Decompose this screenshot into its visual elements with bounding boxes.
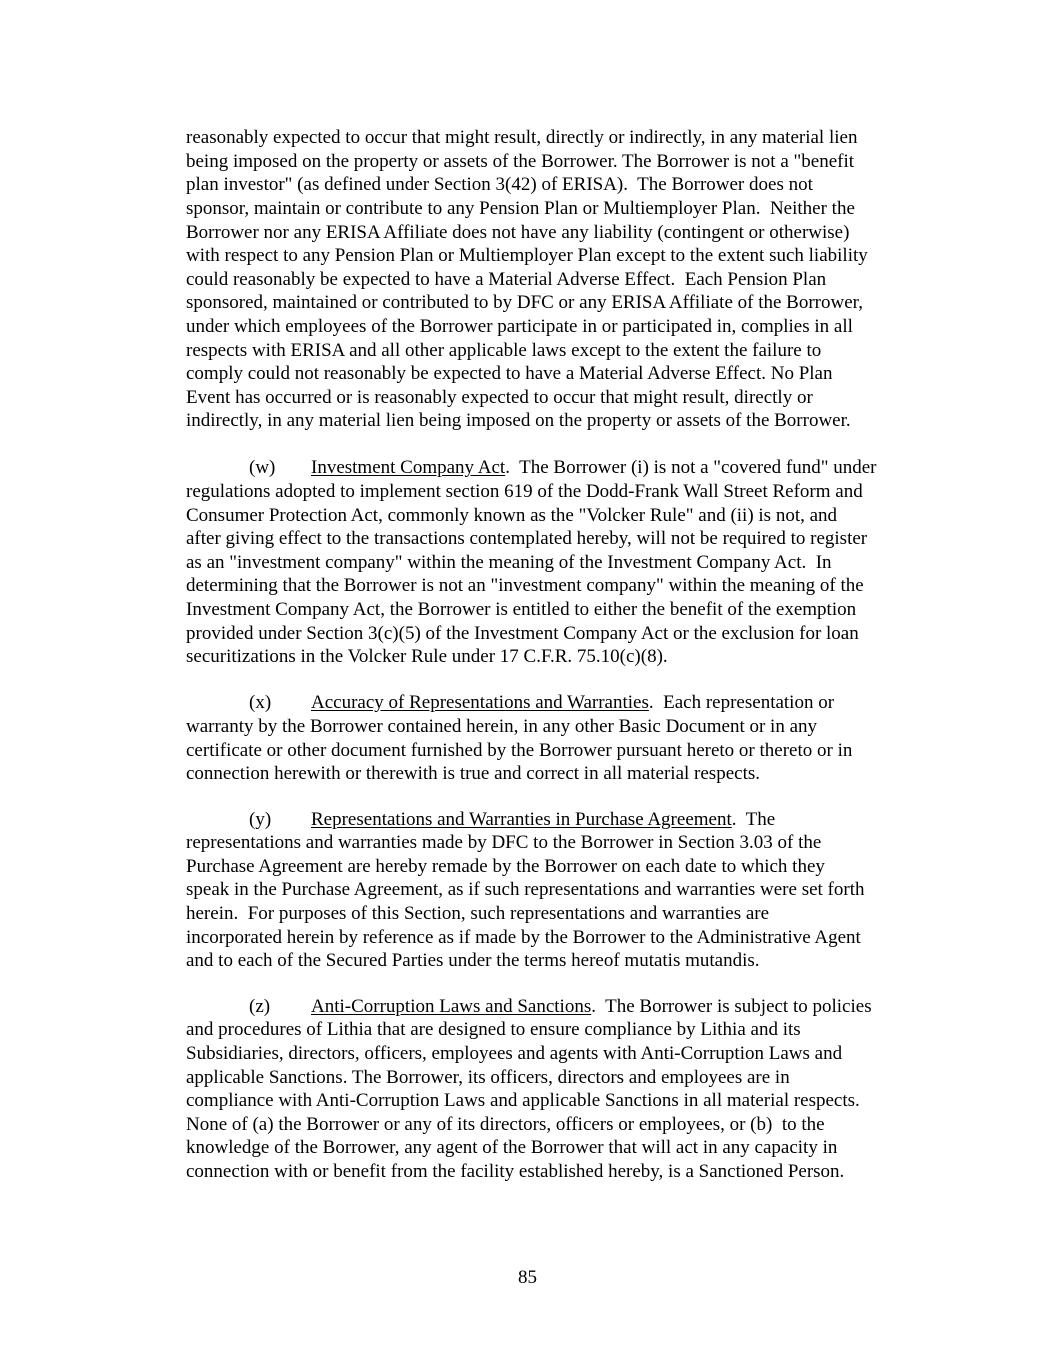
section-heading: Accuracy of Representations and Warranties — [311, 692, 649, 713]
paragraph-line: and to each of the Secured Parties under the terms hereof mutatis mutandis. — [186, 950, 760, 971]
paragraph-line: respects with ERISA and all other applicable laws except to the extent the failure to — [186, 340, 822, 361]
paragraph-line: securitizations in the Volcker Rule under 17 C.F.R. 75.10(c)(8). — [186, 646, 668, 667]
paragraph-line: regulations adopted to implement section 619 of the Dodd-Frank Wall Street Reform and — [186, 481, 863, 502]
paragraph-line: comply could not reasonably be expected to have a Material Adverse Effect. No Plan — [186, 363, 833, 384]
section-first-line — [311, 808, 775, 832]
paragraph-line: could reasonably be expected to have a Material Adverse Effect. Each Pension Plan — [186, 269, 827, 290]
paragraph-line: indirectly, in any material lien being imposed on the property or assets of the Borrower. — [186, 410, 851, 431]
paragraph-line: Event has occurred or is reasonably expected to occur that might result, directly or — [186, 387, 813, 408]
section-marker: (z) — [249, 996, 271, 1017]
paragraph-line: under which employees of the Borrower participate in or participated in, complies in all — [186, 316, 853, 337]
paragraph-line: knowledge of the Borrower, any agent of the Borrower that will act in any capacity in — [186, 1137, 838, 1158]
section-heading: Anti-Corruption Laws and Sanctions — [311, 996, 592, 1017]
section-first-line-text: . The Borrower is subject to policies — [591, 996, 872, 1017]
paragraph-line: sponsor, maintain or contribute to any Pension Plan or Multiemployer Plan. Neither the — [186, 198, 855, 219]
paragraph-line: reasonably expected to occur that might result, directly or indirectly, in any material lien — [186, 127, 858, 148]
paragraph-line: warranty by the Borrower contained herein, in any other Basic Document or in any — [186, 716, 818, 737]
paragraph-line: applicable Sanctions. The Borrower, its officers, directors and employees are in — [186, 1067, 790, 1088]
paragraph-line: Subsidiaries, directors, officers, employees and agents with Anti-Corruption Laws and — [186, 1043, 843, 1064]
section-marker: (x) — [249, 692, 272, 713]
paragraph-line: representations and warranties made by DFC to the Borrower in Section 3.03 of the — [186, 832, 822, 853]
paragraph-line: plan investor" (as defined under Section 3(42) of ERISA). The Borrower does not — [186, 174, 813, 195]
paragraph-line: provided under Section 3(c)(5) of the Investment Company Act or the exclusion for loan — [186, 623, 859, 644]
section-first-line-text: . The — [731, 809, 776, 830]
paragraph-line: certificate or other document furnished by the Borrower pursuant hereto or thereto or in — [186, 740, 853, 761]
paragraph-line: connection herewith or therewith is true and correct in all material respects. — [186, 763, 760, 784]
section-first-line — [311, 995, 872, 1019]
paragraph-line: herein. For purposes of this Section, such representations and warranties are — [186, 903, 770, 924]
paragraph-line: incorporated herein by reference as if made by the Borrower to the Administrative Agent — [186, 927, 861, 948]
paragraph-line: Investment Company Act, the Borrower is entitled to either the benefit of the exemption — [186, 599, 857, 620]
paragraph-line: Purchase Agreement are hereby remade by the Borrower on each date to which they — [186, 856, 825, 877]
paragraph-line: connection with or benefit from the facility established hereby, is a Sanctioned Person. — [186, 1161, 845, 1182]
paragraph-line: determining that the Borrower is not an "investment company" within the meaning of the — [186, 575, 864, 596]
section-marker: (w) — [249, 457, 276, 478]
section-first-line-text: . The Borrower (i) is not a "covered fund" under — [505, 457, 877, 478]
paragraph-line: sponsored, maintained or contributed to by DFC or any ERISA Affiliate of the Borrower, — [186, 292, 863, 313]
paragraph-line: Borrower nor any ERISA Affiliate does not have any liability (contingent or otherwise) — [186, 222, 850, 243]
paragraph-line: speak in the Purchase Agreement, as if such representations and warranties were set forth — [186, 879, 865, 900]
paragraph-line: Consumer Protection Act, commonly known as the "Volcker Rule" and (ii) is not, and — [186, 505, 838, 526]
section-heading: Investment Company Act — [311, 457, 506, 478]
paragraph-line: None of (a) the Borrower or any of its directors, officers or employees, or (b) to the — [186, 1114, 825, 1135]
paragraph-line: and procedures of Lithia that are designed to ensure compliance by Lithia and its — [186, 1019, 801, 1040]
paragraph-line: after giving effect to the transactions contemplated hereby, will not be required to register — [186, 528, 868, 549]
paragraph-line: compliance with Anti-Corruption Laws and applicable Sanctions in all material respects. — [186, 1090, 860, 1111]
section-first-line-text: . Each representation or — [648, 692, 835, 713]
section-marker: (y) — [249, 809, 272, 830]
section-first-line — [311, 456, 877, 480]
paragraph-line: as an "investment company" within the meaning of the Investment Company Act. In — [186, 552, 832, 573]
section-first-line — [311, 691, 834, 715]
page-number: 85 — [518, 1267, 537, 1288]
section-heading: Representations and Warranties in Purchase Agreement — [311, 809, 732, 830]
paragraph-line: being imposed on the property or assets of the Borrower. The Borrower is not a "benefit — [186, 151, 855, 172]
paragraph-line: with respect to any Pension Plan or Multiemployer Plan except to the extent such liability — [186, 245, 868, 266]
